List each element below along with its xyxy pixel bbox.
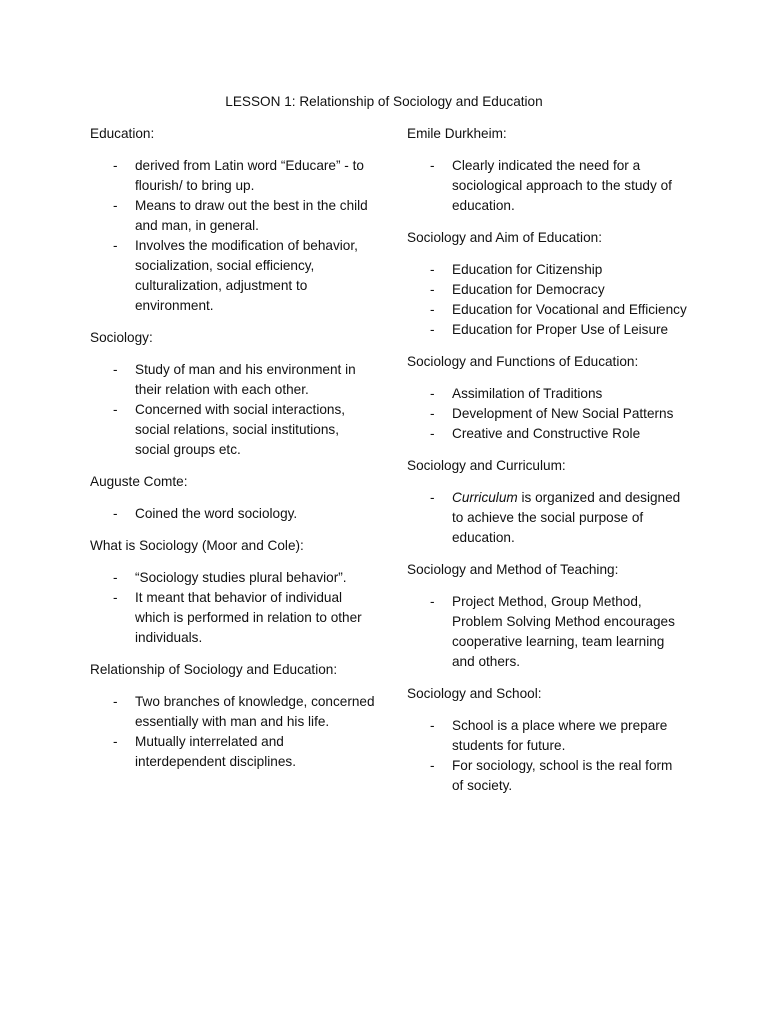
section-heading: Sociology and Method of Teaching:: [407, 562, 619, 577]
section-method-of-teaching: [407, 560, 687, 672]
section-auguste-comte: [90, 472, 375, 524]
left-column: [90, 124, 375, 784]
section-heading: Sociology and Functions of Education:: [407, 354, 639, 369]
list-item: - Assimilation of Traditions: [407, 384, 687, 404]
bullet-list: [407, 716, 687, 796]
section-curriculum: [407, 456, 687, 548]
list-item: - Clearly indicated the need for a sociological approach to the study of education.: [407, 156, 687, 216]
list-item: - Concerned with social interactions, social relations, social institutions, social groups etc.: [90, 400, 375, 460]
section-school: [407, 684, 687, 796]
list-item: - Mutually interrelated and interdependent disciplines.: [90, 732, 375, 772]
list-item: - Involves the modification of behavior, socialization, social efficiency, culturalization, adjustment to environment.: [90, 236, 375, 316]
bullet-list: [407, 384, 687, 444]
section-heading: Emile Durkheim:: [407, 126, 507, 141]
curriculum-emphasis: Curriculum: [452, 490, 518, 505]
bullet-list: [407, 592, 687, 672]
list-item: - Creative and Constructive Role: [407, 424, 687, 444]
bullet-list: [407, 488, 687, 548]
section-relationship: [90, 660, 375, 772]
list-item: - Education for Proper Use of Leisure: [407, 320, 687, 340]
section-heading: Sociology and Aim of Education:: [407, 230, 602, 245]
section-heading: Relationship of Sociology and Education:: [90, 662, 338, 677]
list-item: - Education for Citizenship: [407, 260, 687, 280]
list-item: - It meant that behavior of individual which is performed in relation to other individuals.: [90, 588, 375, 648]
list-item: [407, 488, 687, 548]
bullet-list: [90, 360, 375, 460]
bullet-list: [90, 692, 375, 772]
section-heading: Sociology and Curriculum:: [407, 458, 566, 473]
list-item: - Education for Democracy: [407, 280, 687, 300]
list-item: - Study of man and his environment in their relation with each other.: [90, 360, 375, 400]
bullet-list: [90, 156, 375, 316]
list-item: - “Sociology studies plural behavior”.: [90, 568, 375, 588]
page-title: LESSON 1: Relationship of Sociology and Education: [225, 94, 543, 109]
list-item: - Coined the word sociology.: [90, 504, 375, 524]
section-heading: Sociology:: [90, 330, 153, 345]
list-item: - Education for Vocational and Efficiency: [407, 300, 687, 320]
list-item: - School is a place where we prepare students for future.: [407, 716, 687, 756]
list-item: - Means to draw out the best in the child and man, in general.: [90, 196, 375, 236]
curriculum-text: is organized and designed to achieve the social purpose of education.: [452, 490, 681, 545]
list-item: - Development of New Social Patterns: [407, 404, 687, 424]
bullet-list: [90, 504, 375, 524]
bullet-list: [90, 568, 375, 648]
section-heading: Education:: [90, 126, 155, 141]
list-item: - For sociology, school is the real form of society.: [407, 756, 687, 796]
section-aim-of-education: [407, 228, 687, 340]
section-what-is-sociology: [90, 536, 375, 648]
section-education: [90, 124, 375, 316]
section-heading: Auguste Comte:: [90, 474, 188, 489]
right-column: [407, 124, 687, 808]
bullet-list: [407, 156, 687, 216]
list-item: - Project Method, Group Method, Problem Solving Method encourages cooperative learning, team learning and others.: [407, 592, 687, 672]
list-item: - derived from Latin word “Educare” - to flourish/ to bring up.: [90, 156, 375, 196]
list-item: - Two branches of knowledge, concerned essentially with man and his life.: [90, 692, 375, 732]
section-emile-durkheim: [407, 124, 687, 216]
section-sociology: [90, 328, 375, 460]
section-heading: What is Sociology (Moor and Cole):: [90, 538, 304, 553]
section-functions-of-education: [407, 352, 687, 444]
section-heading: Sociology and School:: [407, 686, 542, 701]
bullet-list: [407, 260, 687, 340]
